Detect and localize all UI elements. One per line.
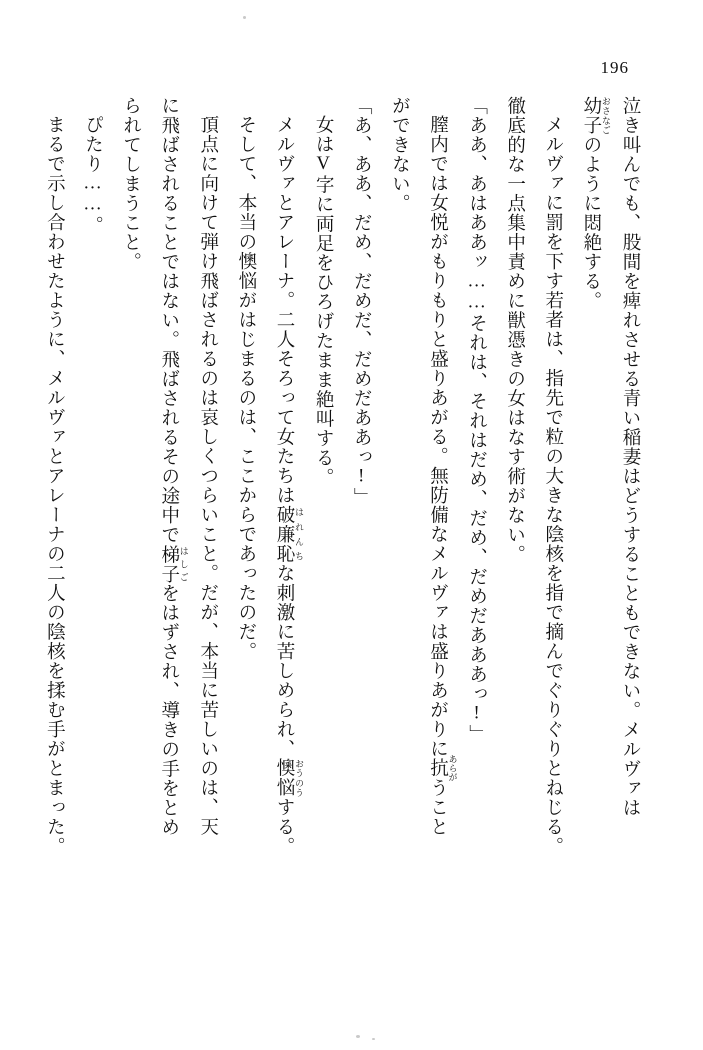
paragraph: ができない。 xyxy=(389,96,410,213)
paragraph: そして、本当の懊悩がはじまるのは、ここからであったのだ。 xyxy=(235,114,256,661)
paragraph: 徹底的な一点集中責めに獣憑きの女はなす術がない。 xyxy=(504,96,525,564)
ruby-text: 梯子 はしご xyxy=(158,544,189,584)
paragraph: メルヴァとアレーナ。二人そろって女たちは破廉恥 はれんちな刺激に苦しめられ、懊悩 おうのうする。 xyxy=(274,114,305,856)
ruby-annotation: はれんち xyxy=(294,504,305,563)
paragraph: 「あ、ああ、だめ、だめだ、だめだああっ!」 xyxy=(351,96,372,507)
ruby-text: 懊悩 おうのう xyxy=(274,758,305,797)
paragraph: 「ああ、あはああッ……それは、それはだめ、だめ、だめだあああっ!」 xyxy=(466,96,487,744)
page-number: 196 xyxy=(600,58,629,77)
paragraph: 膣内では女悦がもりもりと盛りあがる。無防備なメルヴァは盛りあがりに抗 あらがうこと xyxy=(427,114,458,836)
paragraph: 幼子 おさなごのように悶絶する。 xyxy=(580,96,611,311)
scan-speck xyxy=(372,1038,375,1040)
ruby-text: 抗 あらが xyxy=(427,754,458,782)
ruby-text: 破廉恥 はれんち xyxy=(274,504,305,563)
page-body-text xyxy=(35,96,649,976)
paragraph: メルヴァに罰を下す若者は、指先で粒の大きな陰核を指で摘んでぐりぐりとねじる。 xyxy=(542,114,563,856)
ruby-annotation: おうのう xyxy=(294,758,305,797)
scan-speck xyxy=(243,16,246,19)
paragraph: に飛ばされることではない。飛ばされるその途中で梯子 はしごをはずされ、導きの手をとめ xyxy=(158,96,189,837)
ruby-annotation: あらが xyxy=(447,754,458,782)
paragraph: まるで示し合わせたように、メルヴァとアレーナの二人の陰核を揉む手がとまった。 xyxy=(44,114,65,856)
paragraph: 泣き叫んでも、股間を痺れさせる青い稲妻はどうすることもできない。メルヴァは xyxy=(620,96,640,818)
paragraph: 女はV字に両足をひろげたまま絶叫する。 xyxy=(313,114,334,487)
paragraph: 頂点に向けて弾け飛ばされるのは哀しくつらいこと。だが、本当に苦しいのは、天 xyxy=(197,114,218,836)
paragraph: ぴたり……。 xyxy=(82,114,103,235)
ruby-annotation: おさなご xyxy=(600,96,611,135)
ruby-annotation: はしご xyxy=(178,544,189,584)
paragraph: られてしまうこと。 xyxy=(120,96,141,272)
ruby-text: 幼子 おさなご xyxy=(580,96,611,135)
scan-speck xyxy=(356,1035,360,1038)
